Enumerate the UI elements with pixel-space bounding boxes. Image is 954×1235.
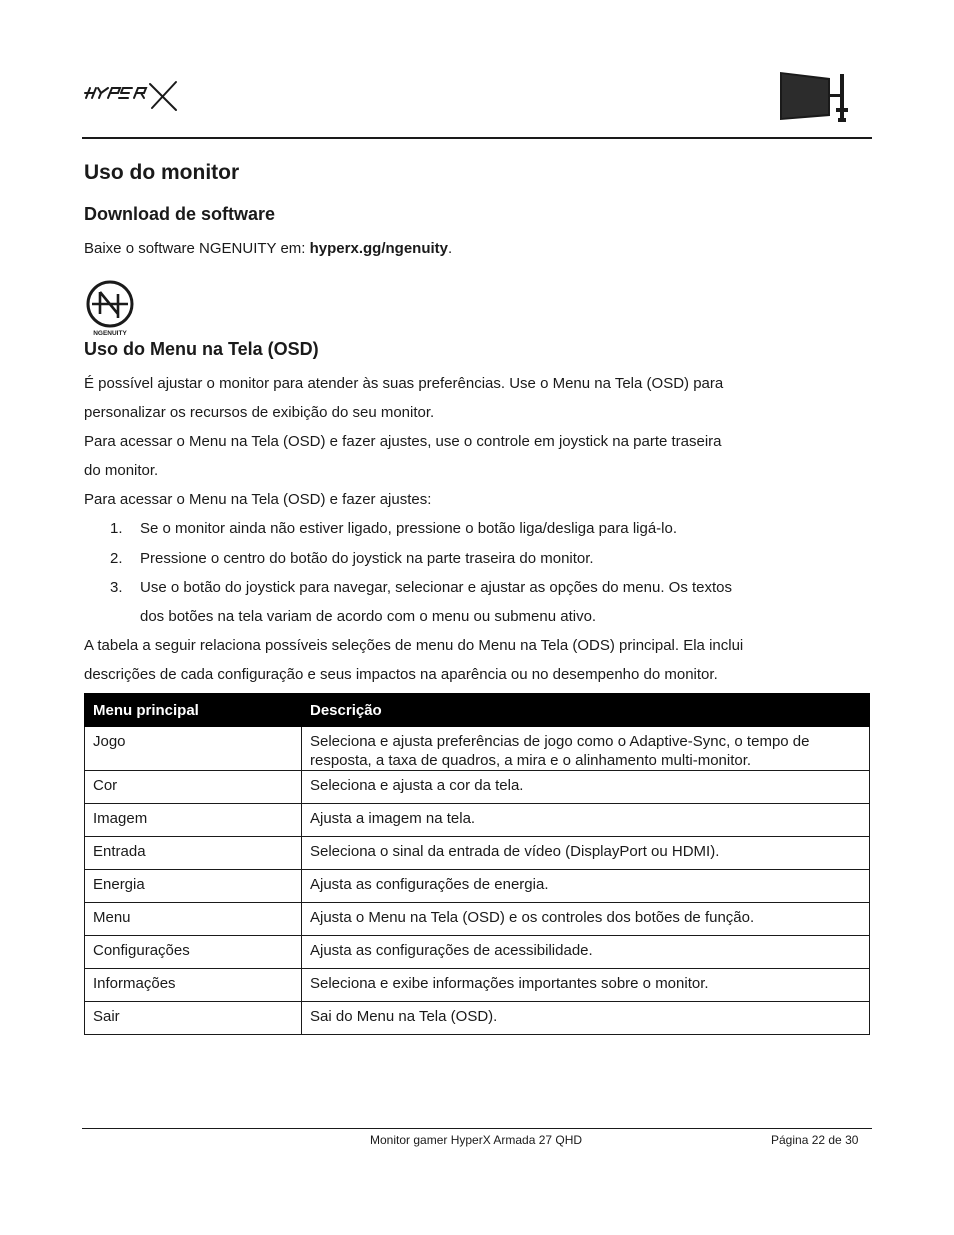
footer-page-number: Página 22 de 30 (771, 1133, 859, 1147)
download-text: Baixe o software NGENUITY em: hyperx.gg/ngenuity. (84, 240, 453, 257)
menu-cell: Cor (85, 771, 302, 804)
description-cell: Ajusta a imagem na tela. (302, 804, 870, 837)
osd-menu-table (84, 693, 870, 1035)
header-divider (82, 137, 872, 139)
column-header-menu: Menu principal (85, 694, 302, 727)
download-heading: Download de software (84, 204, 276, 224)
document-page: Uso do monitor Download de software Baixe o software NGENUITY em: hyperx.gg/ngenuity. NGENUITY Uso do Menu na Tela (OSD) É possível ajustar o monitor para atender às suas preferências. Use o Menu na Tela (OSD) para personalizar os recursos de exibição do seu monitor. Para acessar o Menu na Tela (OSD) e fazer ajustes, use o controle em joystick na parte traseira do monitor. Para acessar o Menu na Tela (OSD) e fazer ajustes: 1. Se o monitor ainda não estiver ligado, pressione o botão liga/desliga para ligá-lo. 2. Pressione o centro do botão do joystick na parte traseira do monitor. 3. Use o botão do joystick para navegar, selecionar e ajustar as opções do menu. Os textos dos botões na tela variam de acordo com o menu ou submenu ativo. A tabela a seguir relaciona possíveis seleções de menu do Menu na Tela (ODS) principal. Ela inclui descrições de cada configuração e seus impactos na aparência ou no desempenho do monitor. Menu principal Descrição Jogo Seleciona e ajusta preferências de jogo como o Adaptive-Sync, o tempo de resposta, a taxa de quadros, a mira e o alinhamento multi-monitor. Cor Seleciona e ajusta a cor da tela. Imagem Ajusta a imagem na tela. Entrada Seleciona o sinal da entrada de vídeo (DisplayPort ou HDMI). Energia Ajusta as configurações de energia. Menu Ajusta o Menu na Tela (OSD) e os controles dos botões de função. Configurações Ajusta as configurações de acessibilidade. Informações Seleciona e exibe informações importantes sobre o monitor. Sair Sai do Menu na Tela (OSD). Monitor gamer HyperX Armada 27 QHD Página 22 de 30 (0, 0, 954, 1235)
description-cell: Seleciona e ajusta a cor da tela. (302, 771, 870, 804)
ngenuity-logo-label: NGENUITY (93, 330, 127, 337)
description-cell: Sai do Menu na Tela (OSD). (302, 1002, 870, 1035)
table-row (85, 804, 870, 837)
description-cell: Ajusta as configurações de acessibilidade. (302, 936, 870, 969)
description-cell: Seleciona e exibe informações importantes sobre o monitor. (302, 969, 870, 1002)
table-row (85, 936, 870, 969)
menu-cell: Jogo (85, 727, 302, 771)
osd-paragraph-4-line-2: descrições de cada configuração e seus impactos na aparência ou no desempenho do monitor. (84, 666, 718, 683)
table-row (85, 837, 870, 870)
menu-cell: Sair (85, 1002, 302, 1035)
table-header-row (85, 694, 870, 727)
download-link[interactable]: hyperx.gg/ngenuity (309, 240, 448, 257)
description-cell: Ajusta o Menu na Tela (OSD) e os controles dos botões de função. (302, 903, 870, 936)
osd-paragraph-2-line-1: Para acessar o Menu na Tela (OSD) e fazer ajustes, use o controle em joystick na parte traseira (84, 433, 722, 450)
osd-paragraph-3: Para acessar o Menu na Tela (OSD) e fazer ajustes: (84, 491, 432, 508)
menu-cell: Informações (85, 969, 302, 1002)
hyperx-logo (84, 80, 184, 112)
menu-cell: Configurações (85, 936, 302, 969)
menu-cell: Energia (85, 870, 302, 903)
table-row (85, 870, 870, 903)
osd-heading: Uso do Menu na Tela (OSD) (84, 339, 319, 359)
osd-paragraph-1-line-2: personalizar os recursos de exibição do seu monitor. (84, 404, 435, 421)
menu-cell: Entrada (85, 837, 302, 870)
description-cell: Ajusta as configurações de energia. (302, 870, 870, 903)
table-row (85, 969, 870, 1002)
footer-divider (82, 1128, 872, 1129)
monitor-arm-icon (778, 70, 852, 126)
description-cell: Seleciona o sinal da entrada de vídeo (DisplayPort ou HDMI). (302, 837, 870, 870)
osd-paragraph-1-line-1: É possível ajustar o monitor para atender às suas preferências. Use o Menu na Tela (OSD) para (84, 375, 724, 392)
description-cell: Seleciona e ajusta preferências de jogo como o Adaptive-Sync, o tempo de resposta, a taxa de quadros, a mira e o alinhamento multi-monitor. (302, 727, 870, 771)
menu-cell: Imagem (85, 804, 302, 837)
footer-product-name: Monitor gamer HyperX Armada 27 QHD (370, 1133, 583, 1147)
table-row (85, 771, 870, 804)
osd-paragraph-2-line-2: do monitor. (84, 462, 159, 479)
osd-paragraph-4-line-1: A tabela a seguir relaciona possíveis seleções de menu do Menu na Tela (ODS) principal. Ela inclui (84, 637, 744, 654)
menu-cell: Menu (85, 903, 302, 936)
ngenuity-logo (84, 278, 138, 338)
table-row (85, 1002, 870, 1035)
table-row (85, 903, 870, 936)
page-title: Uso do monitor (84, 161, 240, 184)
column-header-description: Descrição (302, 694, 870, 727)
table-row (85, 727, 870, 771)
